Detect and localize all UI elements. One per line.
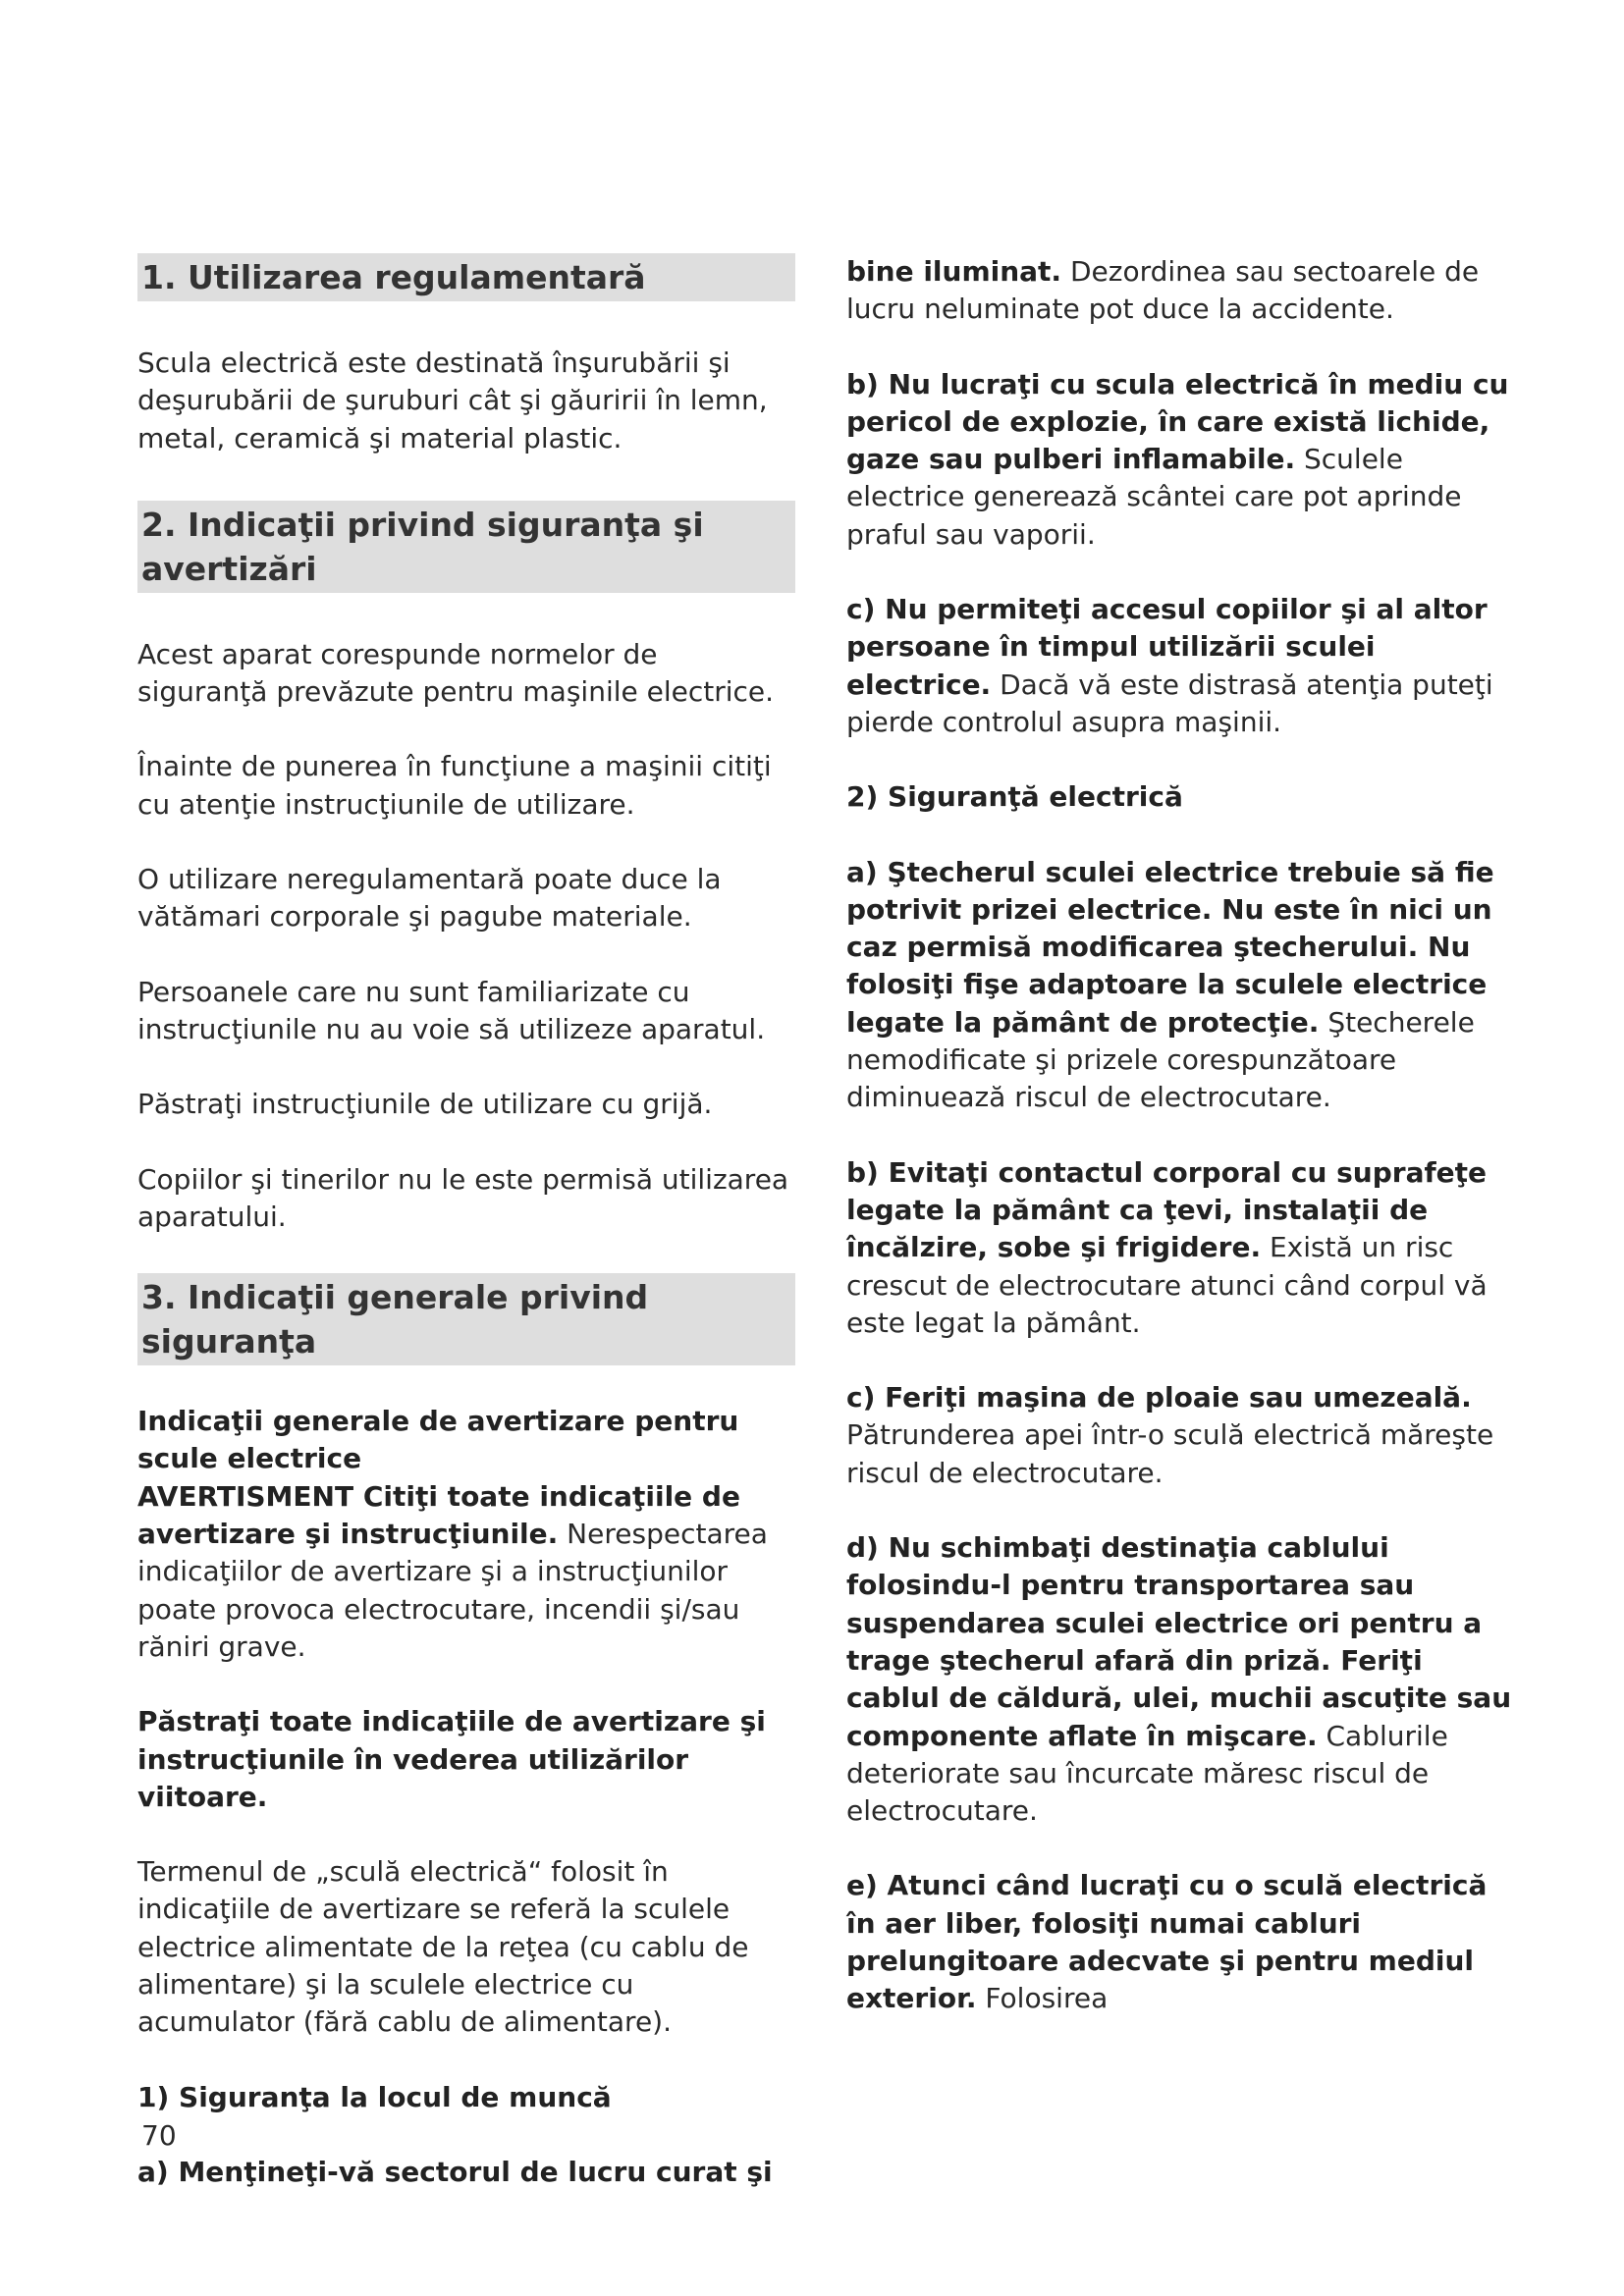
term-definition-paragraph: Termenul de „sculă electrică“ folosit în indicaţiile de avertizare se referă la sculele electrice alimentate de la reţea (cu cablu de alimentare) şi la sculele electrice cu acumulator (fără cablu de alimentare). — [137, 1855, 749, 2039]
electrical-rule-a: a) Ştecherul sculei electrice trebuie să fie potrivit prizei electrice. Nu este în nici un caz permisă modificarea ştecherului. Nu folosiţi fişe adaptoare la sculele electrice legate la pământ de protecţie. Ştecherele nemodificate şi prizele corespunzătoare diminuează riscul de electrocutare. — [846, 855, 1494, 1114]
warning-text: Nerespectarea indicaţiilor de avertizare şi a instrucţiunilor poate provoca electrocutare, incendii şi/sau răniri grave. — [137, 1518, 768, 1663]
section-heading-general-safety: 3. Indicaţii generale privind siguranţa — [137, 1273, 795, 1365]
paragraph-misuse: O utilizare neregulamentară poate duce la vătămari corporale şi pagube materiale. — [137, 863, 722, 934]
workplace-rule-c: c) Nu permiteţi accesul copiilor şi al altor persoane în timpul utilizării sculei electrice. Dacă vă este distrasă atenţia puteţi pierde controlul asupra maşinii. — [846, 593, 1493, 738]
electrical-rule-e: e) Atunci când lucraţi cu o sculă electrică în aer liber, folosiţi numai cabluri prelungitoare adecvate şi pentru mediul exterior. Folosirea — [846, 1869, 1488, 2015]
electrical-rule-c: c) Feriţi maşina de ploaie sau umezeală. Pătrunderea apei într-o sculă electrică măreşte riscul de electrocutare. — [846, 1381, 1494, 1489]
workplace-rule-b: b) Nu lucraţi cu scula electrică în mediu cu pericol de explozie, în care există lichide, gaze sau pulberi inflamabile. Sculele electrice generează scântei care pot aprinde praful sau vaporii. — [846, 367, 1509, 551]
section-heading-safety-warnings: 2. Indicaţii privind siguranţa şi avertizări — [137, 501, 795, 593]
keep-warnings-paragraph: Păstraţi toate indicaţiile de avertizare şi instrucţiunile în vederea utilizărilor viitoare. — [137, 1705, 766, 1813]
paragraph-unfamiliar-persons: Persoanele care nu sunt familiarizate cu instrucţiunile nu au voie să utilizeze aparatul. — [137, 975, 766, 1045]
subsection-workplace-safety: 1) Siguranţa la locul de muncă — [137, 2080, 612, 2113]
page-number: 70 — [141, 2119, 177, 2152]
electrical-rule-b: b) Evitaţi contactul corporal cu suprafeţe legate la pământ ca ţevi, instalaţii de încălzire, sobe şi frigidere. Există un risc crescut de electrocutare atunci când corpul vă este legat la pământ. — [846, 1155, 1488, 1339]
paragraph-read-instructions: Înainte de punerea în funcţiune a maşinii citiţi cu atenţie instrucţiunile de utilizare. — [137, 750, 772, 821]
section-heading-usage: 1. Utilizarea regulamentară — [137, 253, 795, 301]
general-warnings-title: Indicaţii generale de avertizare pentru scule electrice — [137, 1405, 739, 1475]
subsection-electrical-safety: 2) Siguranţă electrică — [846, 780, 1183, 814]
electrical-rule-d: d) Nu schimbaţi destinaţia cablului folosindu-l pentru transportarea sau suspendarea sculei electrice ori pentru a trage ştecherul afară din priză. Feriţi cablul de căldură, ulei, muchii ascuţite sau componente aflate în mişcare. Cablurile deteriorate sau încurcate măresc riscul de electrocutare. — [846, 1531, 1512, 1828]
general-warnings-block — [137, 1403, 795, 1666]
paragraph-keep-instructions: Păstraţi instrucţiunile de utilizare cu grijă. — [137, 1088, 713, 1121]
paragraph-children: Copiilor şi tinerilor nu le este permisă utilizarea aparatului. — [137, 1162, 789, 1233]
left-column — [137, 253, 795, 2191]
right-column — [846, 253, 1514, 2018]
paragraph-norms: Acest aparat corespunde normelor de siguranţă prevăzute pentru maşinile electrice. — [137, 637, 775, 709]
warning-label: AVERTISMENT Citiţi toate indicaţiile de avertizare şi instrucţiunile. — [137, 1479, 740, 1551]
workplace-rule-a: a) Menţineţi-vă sectorul de lucru curat şi — [137, 2155, 773, 2188]
workplace-rule-a-continued: bine iluminat. Dezordinea sau sectoarele de lucru neluminate pot duce la accidente. — [846, 255, 1480, 326]
usage-paragraph: Scula electrică este destinată înşurubării şi deşurubării de şuruburi cât şi găuririi în lemn, metal, ceramică şi material plastic. — [137, 347, 768, 454]
